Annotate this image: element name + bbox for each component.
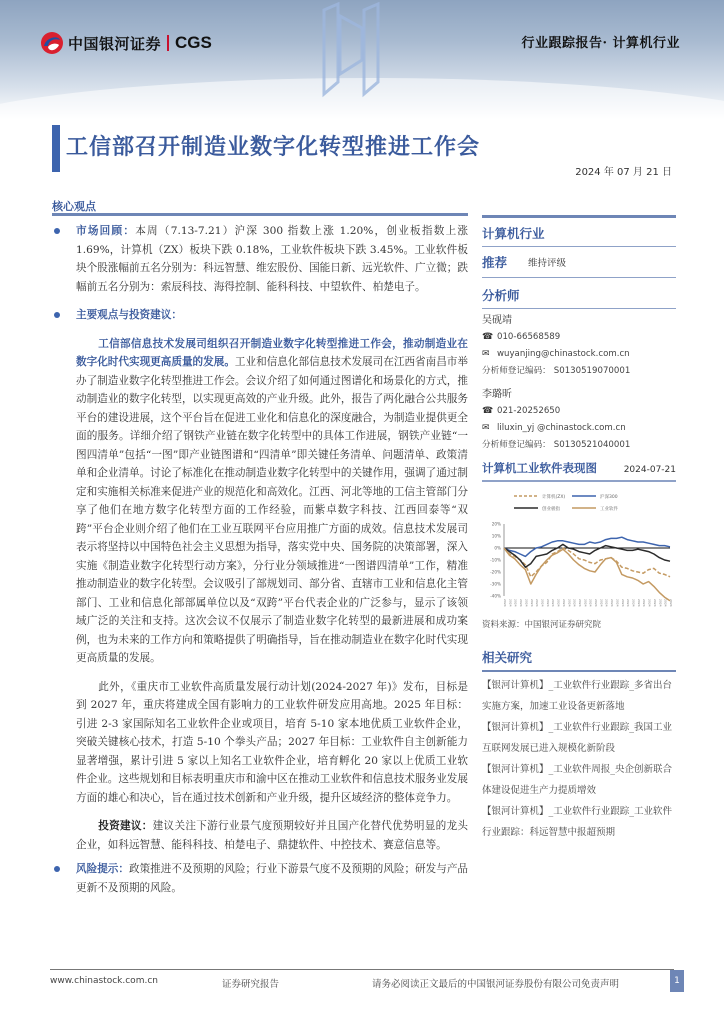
svg-text:2024: 2024	[551, 599, 556, 607]
svg-text:2024: 2024	[519, 599, 524, 607]
svg-text:2024: 2024	[513, 599, 518, 607]
svg-text:2024: 2024	[599, 599, 604, 607]
report-type: 行业跟踪报告· 计算机行业	[521, 36, 680, 51]
analyst-email-row	[482, 420, 676, 437]
svg-text:2024: 2024	[567, 599, 572, 607]
analyst-reg-row	[482, 363, 676, 380]
svg-text:2024: 2024	[631, 599, 636, 607]
analyst-name: 吴砚靖	[482, 315, 512, 326]
svg-text:2024: 2024	[577, 599, 582, 607]
phone-icon: ☎	[482, 332, 494, 342]
related-heading: 相关研究	[482, 650, 533, 665]
chart-date: 2024-07-21	[623, 465, 676, 475]
svg-text:20%: 20%	[491, 521, 501, 527]
related-link[interactable]: 【银河计算机】_工业软件行业跟踪_我国工业互联网发展已进入规模化新阶段	[482, 722, 673, 754]
svg-text:2024: 2024	[540, 599, 545, 607]
analyst-email[interactable]: wuyanjing@chinastock.com.cn	[497, 349, 630, 359]
industry-name: 计算机行业	[482, 226, 545, 241]
risk-bullet	[52, 860, 468, 897]
analyst-reg-row	[482, 437, 676, 454]
line-chart-svg	[482, 486, 676, 616]
chart-header	[482, 458, 676, 480]
svg-text:2024: 2024	[652, 599, 657, 607]
page-title: 工信部召开制造业数字化转型推进工作会	[66, 134, 481, 160]
svg-text:-30%: -30%	[490, 581, 501, 587]
market-review-text: 本周（7.13-7.21）沪深 300 指数上涨 1.20%，创业板指数上涨 1.69%，计算机（ZX）板块下跌 0.18%，工业软件板块下跌 3.45%。工业软件板块个股涨幅前五名分别为：科远智慧、维宏股份、国能日新、远光软件、广立微；跌幅前五名分别为：索辰科技、海得控制、能科科技、中望软件、柏楚电子。	[76, 225, 469, 293]
svg-text:2024: 2024	[626, 599, 631, 607]
svg-text:工业软件: 工业软件	[600, 507, 618, 512]
svg-text:2024: 2024	[535, 599, 540, 607]
svg-text:0%: 0%	[494, 545, 501, 551]
market-review-lead: 市场回顾：	[76, 225, 136, 237]
cgs-watermark-icon	[318, 2, 382, 98]
footer-disclaimer: 请务必阅读正文最后的中国银河证券股份有限公司免责声明	[372, 979, 620, 990]
paragraph-conference-text: 工业和信息化部信息技术发展司在江西省南昌市举办了制造业数字化转型推进工作会。会议介绍了如何通过图谱化和场景化的方式，推动制造业的数字化转型，以实现更高效的产业升级。此外，报告了两化融合公共服务平台的建设进展，这个平台旨在促进工业化和信息化的深度融合，为制造业提供更全面的服务。详细介绍了钢铁产业链在数字化转型中的具体工作进展，钢铁产业链“一图四清单”包括“一图”即产业链图谱和“四清单”即关键任务清单、问题清单、政策清单和企业清单。讨论了标准化在推动制造业数字化转型中的关键作用，强调了通过制定和实施相关标准来促进产业的规范化和高效化。江西、河北等地的工信主管部门分享了他们在地方数字化转型方面的工作经验，而紫卓数字科技、江西回泰等“双跨”平台企业则介绍了他们在工业互联网平台应用推广方面的成效。信息技术发展司表示将坚持以中国特色社会主义思想为指导，落实党中央、国务院的决策部署，深入实施《制造业数字化转型行动方案》，分行业分领域推进“一图谱四清单”工作，精准推动制造业的数字化转型。会议吸引了部规划司、部分省、直辖市工业和信息化主管部门、工业和信息化部部属单位以及“双跨”平台代表企业的广泛参与，显示了该领域广泛的关注和支持。这次会议不仅展示了制造业数字化转型的最新进展和成功案例，也为未来的工作方向和策略提供了明确指导，旨在推动制造业在数字化时代实现更高质量的发展。	[76, 356, 469, 664]
analyst-card	[482, 386, 676, 454]
logo-en-text: CGS	[175, 33, 212, 52]
email-icon: ✉	[482, 349, 490, 359]
svg-text:2024: 2024	[583, 599, 588, 607]
svg-text:2024: 2024	[588, 599, 593, 607]
report-date: 2024 年 07 月 21 日	[575, 167, 672, 178]
core-views-label: 核心观点	[52, 200, 96, 213]
analyst-phone-row	[482, 329, 676, 346]
performance-chart	[482, 486, 676, 616]
svg-text:2024: 2024	[529, 599, 534, 607]
divider	[482, 308, 676, 309]
divider	[482, 480, 676, 482]
analyst-phone: 010-66568589	[497, 332, 561, 342]
svg-text:2024: 2024	[524, 599, 529, 607]
paragraph-conference	[52, 335, 468, 668]
svg-text:2024: 2024	[647, 599, 652, 607]
investment-advice-lead: 投资建议：	[98, 820, 153, 832]
analyst-reg-label: 分析师登记编码：	[482, 440, 551, 450]
analyst-reg-no: S0130519070001	[553, 366, 631, 376]
chart-title: 计算机工业软件表现图	[482, 461, 597, 475]
logo-separator	[167, 35, 169, 51]
footer-url[interactable]: www.chinastock.com.cn	[50, 976, 158, 986]
svg-text:计算机(ZX): 计算机(ZX)	[542, 495, 566, 500]
analyst-reg-no: S0130521040001	[553, 440, 631, 450]
analyst-phone: 021-20252650	[497, 406, 561, 416]
footer-rule	[50, 969, 674, 970]
svg-text:2024: 2024	[556, 599, 561, 607]
analyst-email[interactable]: liluxin_yj @chinastock.com.cn	[497, 423, 626, 433]
phone-icon: ☎	[482, 406, 494, 416]
svg-text:-20%: -20%	[490, 569, 501, 575]
footer-report-kind: 证券研究报告	[222, 979, 280, 990]
rating-row	[482, 247, 676, 277]
logo-cn-text: 中国银河证券	[68, 34, 162, 53]
svg-text:2024: 2024	[658, 599, 663, 607]
paragraph-chongqing-text: 此外，《重庆市工业软件高质量发展行动计划(2024-2027 年)》发布，目标是到 2027 年，重庆将建成全国有影响力的工业软件研发应用高地。2025 年目标：引进 2-3 家国际知名工业软件企业或项目，培育 5-10 家本地优质工业软件企业，突破关键核心技术，打造 5-10 个拳头产品；2027 年目标：工业软件自主创新能力显著增强，累计引进 5 家以上知名工业软件企业，培育孵化 20 家以上优质工业软件企业。这些规划和目标表明重庆市和渝中区在推动工业软件和信息技术服务业发展方面的雄心和决心，旨在通过技术创新和产业升级，提升区域经济的整体竞争力。	[76, 680, 468, 804]
chart-source: 资料来源：中国银河证券研究院	[482, 620, 602, 630]
analyst-card	[482, 312, 676, 380]
paragraph-conference-lead: 工信部信息技术发展司组织召开制造业数字化转型推进工作会，推动制造业在数字化时代实现更高质量的发展。	[76, 337, 468, 368]
title-accent-bar	[52, 125, 60, 172]
page-header	[0, 0, 724, 120]
paragraph-investment	[52, 817, 468, 854]
svg-text:2024: 2024	[508, 599, 513, 607]
analyst-name: 李璐昕	[482, 389, 512, 400]
svg-text:沪深300: 沪深300	[600, 495, 618, 500]
sidebar	[482, 215, 676, 843]
svg-text:2024: 2024	[615, 599, 620, 607]
svg-text:2024: 2024	[642, 599, 647, 607]
svg-text:创业板指: 创业板指	[542, 507, 560, 512]
svg-text:2024: 2024	[572, 599, 577, 607]
analyst-email-row	[482, 346, 676, 363]
related-link[interactable]: 【银河计算机】_工业软件周报_央企创新联合体建设促进生产力提质增效	[482, 764, 673, 796]
main-content	[52, 222, 468, 903]
analyst-phone-row	[482, 403, 676, 420]
related-rule	[482, 670, 676, 672]
investment-advice-text: 建议关注下游行业景气度预期较好并且国产化替代优势明显的龙头企业，如科远智慧、能科科技、柏楚电子、鼎捷软件、中控技术、赛意信息等。	[76, 820, 469, 851]
cgs-logo-icon	[40, 31, 64, 55]
email-icon: ✉	[482, 423, 490, 433]
market-review-bullet	[52, 222, 468, 296]
svg-text:2024: 2024	[610, 599, 615, 607]
analyst-reg-label: 分析师登记编码：	[482, 366, 551, 376]
svg-text:2024: 2024	[545, 599, 550, 607]
svg-text:2024: 2024	[620, 599, 625, 607]
rating-value: 维持评级	[528, 258, 567, 269]
main-views-lead: 主要观点与投资建议：	[76, 309, 182, 321]
page-number: 1	[670, 970, 684, 992]
svg-text:2024: 2024	[561, 599, 566, 607]
main-views-bullet	[52, 306, 468, 325]
risk-text: 政策推进不及预期的风险；行业下游景气度不及预期的风险；研发与产品更新不及预期的风险。	[76, 863, 469, 894]
svg-text:2024: 2024	[636, 599, 641, 607]
svg-text:-10%: -10%	[490, 557, 501, 563]
paragraph-chongqing	[52, 678, 468, 808]
risk-lead: 风险提示：	[76, 863, 129, 875]
core-views-rule	[52, 213, 468, 216]
bullet-dot-icon	[54, 866, 60, 872]
related-link[interactable]: 【银河计算机】_工业软件行业跟踪_多省出台实施方案，加速工业设备更新落地	[482, 680, 673, 712]
svg-text:2024: 2024	[604, 599, 609, 607]
svg-text:2024: 2024	[503, 599, 507, 607]
bullet-dot-icon	[54, 228, 60, 234]
svg-text:2024: 2024	[663, 599, 668, 607]
svg-text:2024: 2024	[669, 599, 673, 607]
bullet-dot-icon	[54, 312, 60, 318]
related-link[interactable]: 【银河计算机】_工业软件行业跟踪_工业软件行业跟踪：科远智慧中报超预期	[482, 806, 673, 838]
company-logo	[40, 28, 212, 58]
analyst-heading: 分析师	[482, 288, 520, 303]
rating-label: 推荐	[482, 255, 508, 270]
related-research	[482, 648, 676, 843]
svg-text:10%: 10%	[491, 533, 501, 539]
svg-text:2024: 2024	[594, 599, 599, 607]
svg-text:-40%: -40%	[490, 593, 501, 599]
